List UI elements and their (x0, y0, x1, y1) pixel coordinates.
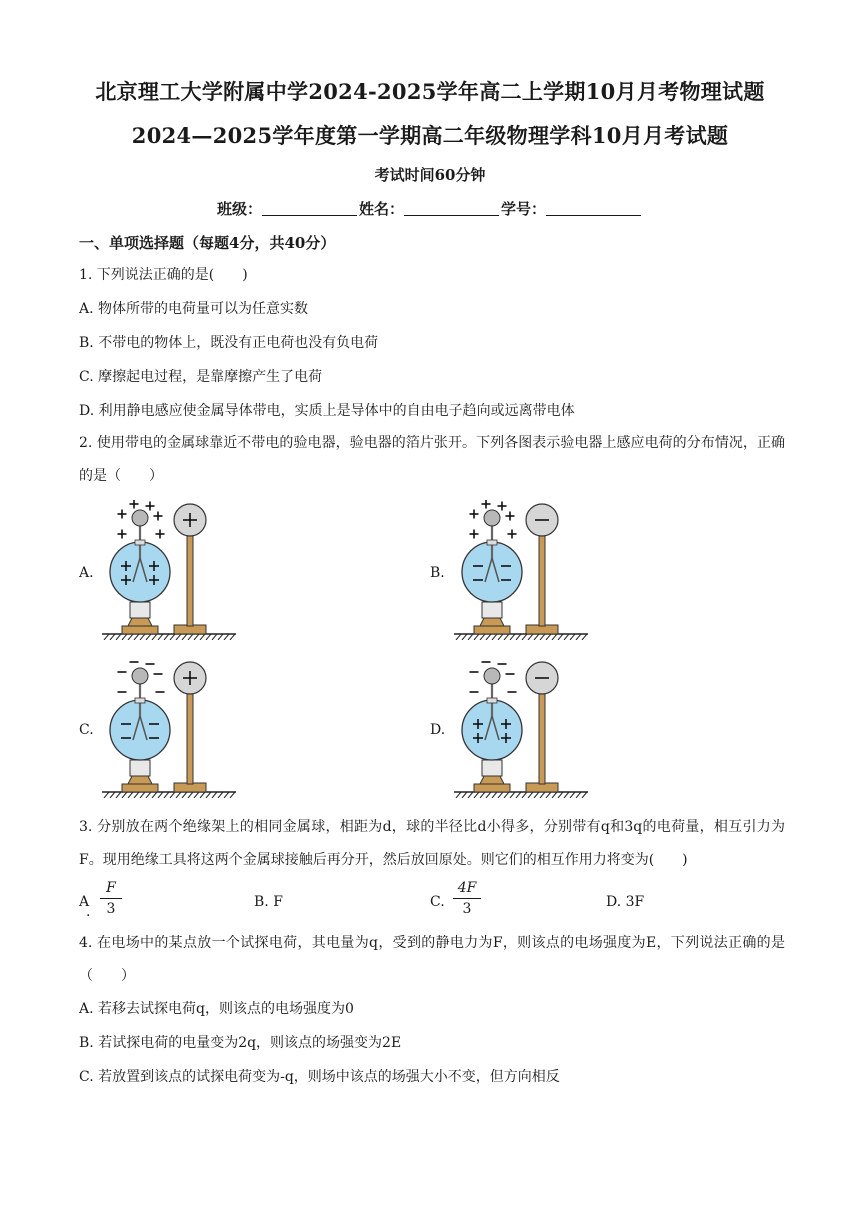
ground-hatch (182, 792, 187, 798)
ground-hatch (116, 792, 121, 798)
ground-hatch (492, 634, 497, 640)
q3-option-c-label: C. (430, 894, 445, 910)
ground-hatch (104, 634, 109, 640)
ground-hatch (230, 792, 235, 798)
ground-hatch (522, 792, 527, 798)
section-heading: 一、单项选择题（每题4分，共40分） (79, 234, 336, 252)
ground-hatch (200, 792, 205, 798)
ground-hatch (134, 634, 139, 640)
q3-option-a-denominator: 3 (106, 901, 116, 917)
ground-hatch (504, 792, 509, 798)
electroscope-figure-c (100, 658, 240, 798)
ground-hatch (194, 792, 199, 798)
ground-hatch (116, 634, 121, 640)
q3-option-a-fraction (100, 880, 122, 917)
ground-hatch (104, 792, 109, 798)
ground-hatch (522, 634, 527, 640)
ground-hatch (534, 634, 539, 640)
ground-hatch (218, 634, 223, 640)
ground-hatch (158, 634, 163, 640)
ground-hatch (516, 792, 521, 798)
q3-option-c-fraction (453, 880, 481, 917)
q1-option-c: C. 摩擦起电过程，是靠摩擦产生了电荷 (79, 369, 323, 385)
electroscope-figure-a (100, 500, 240, 640)
ground-hatch (456, 634, 461, 640)
electroscope-base-top (480, 618, 504, 626)
ground-hatch (558, 634, 563, 640)
ground-hatch (128, 792, 133, 798)
ground-hatch (182, 634, 187, 640)
ground-hatch (146, 634, 151, 640)
ground-hatch (140, 634, 145, 640)
ground-hatch (468, 634, 473, 640)
ground-hatch (486, 792, 491, 798)
ground-hatch (188, 634, 193, 640)
electroscope-base (122, 784, 158, 792)
ground-hatch (110, 792, 115, 798)
ground-hatch (158, 792, 163, 798)
q3-option-a-dot: . (86, 904, 91, 920)
q2-label-b: B. (430, 565, 445, 581)
ground-hatch (510, 792, 515, 798)
ground-hatch (546, 792, 551, 798)
ground-hatch (582, 634, 587, 640)
ground-hatch (576, 792, 581, 798)
ground-hatch (540, 634, 545, 640)
ground-hatch (122, 634, 127, 640)
q2-label-a: A. (79, 565, 94, 581)
ground-hatch (510, 634, 515, 640)
ground-hatch (534, 792, 539, 798)
electroscope-base (474, 626, 510, 634)
q3-option-c-numerator: 4F (453, 880, 481, 899)
exam-title-line1: 北京理工大学附属中学2024-2025学年高二上学期10月月考物理试题 (95, 79, 765, 104)
q4-stem: 4. 在电场中的某点放一个试探电荷，其电量为q，受到的静电力为F，则该点的电场强度为E，下列说法正确的是（ ） (79, 935, 785, 984)
ground-hatch (528, 634, 533, 640)
electroscope-knob (484, 510, 500, 526)
ground-hatch (474, 634, 479, 640)
electroscope-neck (482, 602, 502, 618)
exam-time: 考试时间60分钟 (374, 166, 486, 184)
ground-hatch (152, 634, 157, 640)
ground-hatch (558, 792, 563, 798)
electroscope-base (122, 626, 158, 634)
q4-option-b: B. 若试探电荷的电量变为2q，则该点的场强变为2E (79, 1035, 402, 1051)
electroscope-figure-b (452, 500, 592, 640)
ground-hatch (498, 792, 503, 798)
ground-hatch (492, 792, 497, 798)
stand-pole (187, 536, 193, 626)
ground-hatch (462, 634, 467, 640)
q3-option-a-numerator: F (100, 880, 122, 899)
ground-hatch (468, 792, 473, 798)
ground-hatch (164, 634, 169, 640)
electroscope-neck (130, 602, 150, 618)
q3-option-b: B. F (254, 894, 283, 910)
ground-hatch (546, 634, 551, 640)
ground-hatch (200, 634, 205, 640)
ground-hatch (170, 792, 175, 798)
ground-hatch (480, 634, 485, 640)
electroscope-neck (482, 760, 502, 776)
electroscope-base-top (128, 618, 152, 626)
electroscope-knob (484, 668, 500, 684)
ground-hatch (552, 792, 557, 798)
ground-hatch (152, 792, 157, 798)
student-info (0, 198, 860, 219)
name-label: 姓名： (358, 200, 404, 218)
class-label: 班级： (216, 200, 262, 218)
q1-option-a: A. 物体所带的电荷量可以为任意实数 (79, 301, 309, 317)
ground-hatch (206, 792, 211, 798)
ground-hatch (462, 792, 467, 798)
q1-option-b: B. 不带电的物体上，既没有正电荷也没有负电荷 (79, 335, 379, 351)
electroscope-base-top (480, 776, 504, 784)
stand-pole (187, 694, 193, 784)
q2-stem: 2. 使用带电的金属球靠近不带电的验电器，验电器的箔片张开。下列各图表示验电器上感应电荷的分布情况，正确的是（ ） (79, 435, 785, 484)
electroscope-figure-d (452, 658, 592, 798)
ground-hatch (498, 634, 503, 640)
ground-hatch (516, 634, 521, 640)
q4-option-a: A. 若移去试探电荷q，则该点的电场强度为0 (79, 1001, 354, 1017)
q2-label-d: D. (430, 722, 446, 738)
ground-hatch (218, 792, 223, 798)
q1-stem: 1. 下列说法正确的是( ) (79, 267, 248, 283)
id-label: 学号： (501, 200, 547, 218)
ground-hatch (212, 792, 217, 798)
electroscope-base (474, 784, 510, 792)
electroscope-cork (487, 698, 497, 703)
electroscope-knob (132, 510, 148, 526)
name-blank (404, 201, 499, 216)
ground-hatch (188, 792, 193, 798)
ground-hatch (564, 792, 569, 798)
ground-hatch (576, 634, 581, 640)
ground-hatch (570, 634, 575, 640)
q3-option-a-label: A (79, 894, 90, 910)
ground-hatch (528, 792, 533, 798)
q3-option-d: D. 3F (606, 894, 645, 910)
ground-hatch (110, 634, 115, 640)
ground-hatch (146, 792, 151, 798)
q1-option-d: D. 利用静电感应使金属导体带电，实质上是导体中的自由电子趋向或远离带电体 (79, 403, 575, 419)
ground-hatch (540, 792, 545, 798)
ground-hatch (224, 634, 229, 640)
ground-hatch (486, 634, 491, 640)
electroscope-cork (487, 540, 497, 545)
electroscope-base-top (128, 776, 152, 784)
q4-option-c: C. 若放置到该点的试探电荷变为-q，则场中该点的场强大小不变，但方向相反 (79, 1069, 560, 1085)
ground-hatch (504, 634, 509, 640)
q3-option-c-denominator: 3 (462, 901, 472, 917)
ground-hatch (164, 792, 169, 798)
ground-hatch (582, 792, 587, 798)
electroscope-neck (130, 760, 150, 776)
ground-hatch (230, 634, 235, 640)
ground-hatch (552, 634, 557, 640)
stand-pole (539, 694, 545, 784)
ground-hatch (212, 634, 217, 640)
id-blank (546, 201, 641, 216)
stand-pole (539, 536, 545, 626)
ground-hatch (474, 792, 479, 798)
ground-hatch (480, 792, 485, 798)
q2-label-c: C. (79, 722, 94, 738)
electroscope-cork (135, 698, 145, 703)
ground-hatch (140, 792, 145, 798)
ground-hatch (134, 792, 139, 798)
ground-hatch (224, 792, 229, 798)
ground-hatch (564, 634, 569, 640)
ground-hatch (170, 634, 175, 640)
ground-hatch (456, 792, 461, 798)
ground-hatch (176, 634, 181, 640)
ground-hatch (206, 634, 211, 640)
q3-stem: 3. 分别放在两个绝缘架上的相同金属球，相距为d，球的半径比d小得多，分别带有q和3q的电荷量，相互引力为F。现用绝缘工具将这两个金属球接触后再分开，然后放回原处。则它们的相互作用力将变为( ) (79, 819, 785, 868)
ground-hatch (194, 634, 199, 640)
ground-hatch (570, 792, 575, 798)
ground-hatch (122, 792, 127, 798)
exam-title-line2: 2024—2025学年度第一学期高二年级物理学科10月月考试题 (131, 123, 729, 148)
ground-hatch (128, 634, 133, 640)
electroscope-cork (135, 540, 145, 545)
class-blank (262, 201, 357, 216)
electroscope-knob (132, 668, 148, 684)
ground-hatch (176, 792, 181, 798)
